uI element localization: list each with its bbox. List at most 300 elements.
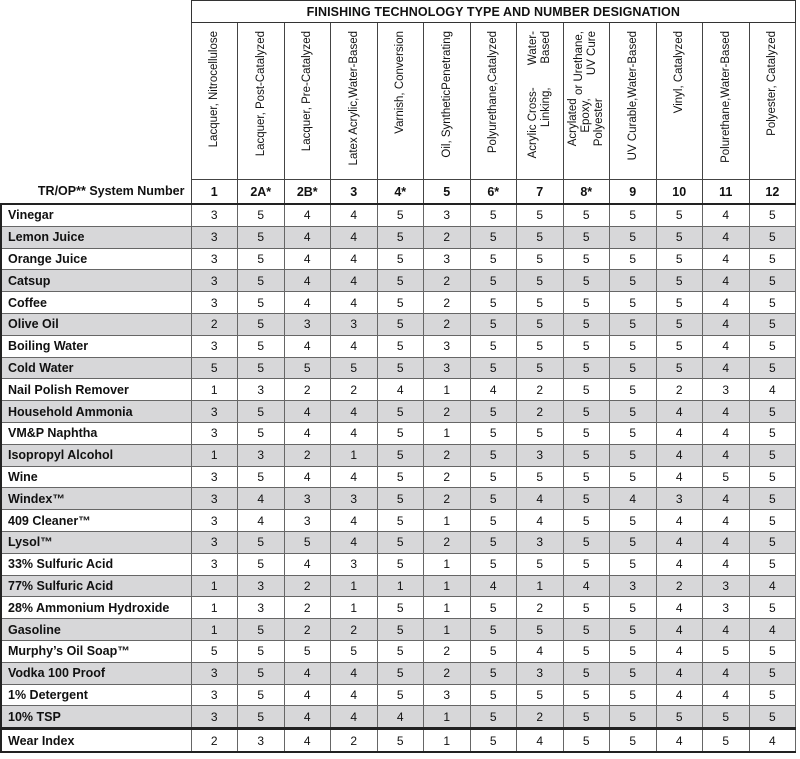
column-header <box>470 23 517 180</box>
rating-cell: 4 <box>470 379 517 401</box>
rating-cell: 5 <box>563 510 610 532</box>
rating-cell: 5 <box>749 662 796 684</box>
column-header-line: Acrylated Epoxy, Polyester <box>566 98 605 147</box>
rating-cell: 4 <box>656 422 703 444</box>
rating-cell: 2 <box>191 729 238 752</box>
table-row <box>1 510 796 532</box>
rating-cell: 3 <box>331 313 378 335</box>
table-row <box>1 488 796 510</box>
column-header <box>377 23 424 180</box>
rating-cell: 4 <box>703 488 750 510</box>
title-spacer <box>1 1 191 23</box>
system-number: 6* <box>470 180 517 205</box>
rating-cell: 1 <box>191 619 238 641</box>
rating-cell: 4 <box>284 662 331 684</box>
rating-cell: 4 <box>703 313 750 335</box>
rating-cell: 2 <box>284 575 331 597</box>
rating-cell: 5 <box>656 313 703 335</box>
rating-cell: 2 <box>656 575 703 597</box>
table-row <box>1 226 796 248</box>
column-header <box>656 23 703 180</box>
column-header-line: Varnish, Conversion <box>393 31 406 134</box>
system-number: 5 <box>424 180 471 205</box>
table-row <box>1 575 796 597</box>
rating-cell: 5 <box>563 292 610 314</box>
table-row <box>1 640 796 662</box>
rating-cell: 5 <box>563 531 610 553</box>
rating-cell: 5 <box>610 335 657 357</box>
table-row <box>1 729 796 752</box>
rating-cell: 5 <box>377 662 424 684</box>
table-row <box>1 379 796 401</box>
column-header-text <box>196 31 232 181</box>
rating-cell: 4 <box>610 488 657 510</box>
rating-cell: 2 <box>424 531 471 553</box>
rating-cell: 5 <box>517 248 564 270</box>
rating-cell: 1 <box>191 597 238 619</box>
rating-cell: 4 <box>656 684 703 706</box>
rating-cell: 4 <box>703 444 750 466</box>
table-row <box>1 248 796 270</box>
rating-cell: 5 <box>470 422 517 444</box>
rating-cell: 5 <box>191 640 238 662</box>
column-header-line: Vinyl, Catalyzed <box>672 31 685 114</box>
rating-cell: 2 <box>284 444 331 466</box>
rating-cell: 5 <box>331 640 378 662</box>
rating-cell: 4 <box>331 335 378 357</box>
rating-cell: 5 <box>610 226 657 248</box>
rating-cell: 4 <box>284 204 331 226</box>
rating-cell: 5 <box>238 684 285 706</box>
rating-cell: 5 <box>563 597 610 619</box>
column-header-text <box>615 31 651 181</box>
rating-cell: 4 <box>331 292 378 314</box>
column-header <box>191 23 238 180</box>
row-label: 77% Sulfuric Acid <box>1 575 191 597</box>
rating-cell: 2 <box>331 619 378 641</box>
column-header-line: Water-Based <box>526 31 552 66</box>
rating-cell: 4 <box>517 510 564 532</box>
table-row <box>1 662 796 684</box>
rating-cell: 4 <box>749 619 796 641</box>
rating-cell: 4 <box>284 422 331 444</box>
rating-cell: 4 <box>703 422 750 444</box>
rating-cell: 5 <box>470 729 517 752</box>
rating-cell: 2 <box>424 662 471 684</box>
rating-cell: 5 <box>703 640 750 662</box>
rating-cell: 3 <box>517 531 564 553</box>
rating-cell: 4 <box>331 466 378 488</box>
rating-cell: 4 <box>703 248 750 270</box>
rating-cell: 5 <box>284 531 331 553</box>
rating-cell: 4 <box>284 401 331 423</box>
rating-cell: 5 <box>656 292 703 314</box>
rating-cell: 5 <box>610 379 657 401</box>
rating-cell: 5 <box>517 292 564 314</box>
row-label: Household Ammonia <box>1 401 191 423</box>
row-label: Wear Index <box>1 729 191 752</box>
system-number: 2A* <box>238 180 285 205</box>
rating-cell: 4 <box>749 379 796 401</box>
rating-cell: 3 <box>517 444 564 466</box>
rating-cell: 5 <box>377 488 424 510</box>
rating-cell: 4 <box>284 292 331 314</box>
column-header-text <box>754 31 790 181</box>
rating-cell: 5 <box>470 553 517 575</box>
rating-cell: 3 <box>331 488 378 510</box>
rating-cell: 4 <box>284 335 331 357</box>
row-label: Gasoline <box>1 619 191 641</box>
rating-cell: 5 <box>470 510 517 532</box>
rating-cell: 2 <box>424 313 471 335</box>
rating-cell: 4 <box>749 575 796 597</box>
rating-cell: 3 <box>191 226 238 248</box>
rating-cell: 5 <box>563 640 610 662</box>
rating-cell: 5 <box>610 204 657 226</box>
rating-cell: 3 <box>191 270 238 292</box>
rating-cell: 4 <box>517 488 564 510</box>
column-header-text <box>661 31 697 181</box>
rating-cell: 5 <box>377 292 424 314</box>
system-number: 2B* <box>284 180 331 205</box>
rating-cell: 5 <box>563 313 610 335</box>
column-header <box>703 23 750 180</box>
rating-cell: 5 <box>377 553 424 575</box>
rating-cell: 4 <box>284 248 331 270</box>
rating-cell: 5 <box>238 248 285 270</box>
row-label: Olive Oil <box>1 313 191 335</box>
rating-cell: 5 <box>377 531 424 553</box>
rating-cell: 3 <box>424 357 471 379</box>
rating-cell: 5 <box>377 401 424 423</box>
rating-cell: 5 <box>470 662 517 684</box>
rating-cell: 4 <box>331 422 378 444</box>
rating-cell: 2 <box>284 379 331 401</box>
rating-cell: 2 <box>517 597 564 619</box>
rating-cell: 4 <box>703 619 750 641</box>
rating-cell: 2 <box>424 640 471 662</box>
rating-cell: 4 <box>703 401 750 423</box>
rating-cell: 5 <box>470 597 517 619</box>
rating-cell: 5 <box>749 401 796 423</box>
row-label: 28% Ammonium Hydroxide <box>1 597 191 619</box>
rating-cell: 4 <box>703 684 750 706</box>
rating-cell: 5 <box>238 466 285 488</box>
rating-cell: 5 <box>517 619 564 641</box>
column-header-text <box>522 31 558 181</box>
rating-cell: 5 <box>610 706 657 729</box>
row-label: Lemon Juice <box>1 226 191 248</box>
rating-cell: 4 <box>656 640 703 662</box>
rating-cell: 4 <box>331 248 378 270</box>
rating-cell: 1 <box>424 422 471 444</box>
rating-cell: 3 <box>191 466 238 488</box>
column-header-text <box>382 31 418 181</box>
row-label: 409 Cleaner™ <box>1 510 191 532</box>
rating-cell: 4 <box>703 204 750 226</box>
rating-cell: 5 <box>749 226 796 248</box>
rating-cell: 4 <box>563 575 610 597</box>
column-header <box>610 23 657 180</box>
column-header-line: Polyester, Catalyzed <box>765 31 778 136</box>
row-label: Vinegar <box>1 204 191 226</box>
rating-cell: 3 <box>238 729 285 752</box>
column-header-line: Catalyzed <box>486 31 499 83</box>
table-row <box>1 531 796 553</box>
rating-cell: 4 <box>656 662 703 684</box>
rating-cell: 5 <box>610 313 657 335</box>
rating-cell: 5 <box>749 488 796 510</box>
rating-cell: 3 <box>191 292 238 314</box>
rating-cell: 5 <box>517 313 564 335</box>
rating-cell: 4 <box>703 292 750 314</box>
table-row <box>1 204 796 226</box>
rating-cell: 3 <box>191 531 238 553</box>
rating-cell: 5 <box>238 619 285 641</box>
rating-cell: 5 <box>238 226 285 248</box>
rating-cell: 5 <box>470 248 517 270</box>
column-header <box>331 23 378 180</box>
rating-cell: 5 <box>563 357 610 379</box>
rating-cell: 5 <box>703 466 750 488</box>
column-header-text <box>429 31 465 181</box>
rating-cell: 1 <box>424 553 471 575</box>
rating-cell: 4 <box>377 379 424 401</box>
rating-cell: 5 <box>563 444 610 466</box>
rating-cell: 4 <box>656 729 703 752</box>
rating-cell: 4 <box>517 729 564 752</box>
table-row <box>1 270 796 292</box>
rating-cell: 4 <box>238 488 285 510</box>
rating-cell: 2 <box>517 706 564 729</box>
rating-cell: 4 <box>703 357 750 379</box>
column-header-line: Latex Acrylic, <box>347 97 360 166</box>
row-label: VM&P Naphtha <box>1 422 191 444</box>
rating-cell: 5 <box>517 270 564 292</box>
rating-cell: 1 <box>424 619 471 641</box>
rating-cell: 5 <box>470 335 517 357</box>
rating-cell: 5 <box>470 313 517 335</box>
rating-cell: 3 <box>191 248 238 270</box>
column-header-text <box>289 31 325 181</box>
rating-cell: 3 <box>191 488 238 510</box>
column-header-text <box>475 31 511 181</box>
rating-cell: 5 <box>517 422 564 444</box>
rating-cell: 5 <box>610 357 657 379</box>
rating-cell: 5 <box>377 466 424 488</box>
rating-cell: 5 <box>563 729 610 752</box>
rating-cell: 4 <box>331 401 378 423</box>
rating-cell: 5 <box>191 357 238 379</box>
rating-cell: 4 <box>377 706 424 729</box>
rating-cell: 5 <box>517 204 564 226</box>
rating-cell: 3 <box>703 379 750 401</box>
rating-cell: 5 <box>749 531 796 553</box>
row-label: Isopropyl Alcohol <box>1 444 191 466</box>
rating-cell: 4 <box>656 444 703 466</box>
rating-cell: 5 <box>749 422 796 444</box>
rating-cell: 4 <box>331 531 378 553</box>
column-header-text <box>243 31 279 181</box>
row-label: Coffee <box>1 292 191 314</box>
rating-cell: 2 <box>424 226 471 248</box>
rating-cell: 5 <box>238 662 285 684</box>
row-label: 10% TSP <box>1 706 191 729</box>
column-header-text <box>336 31 372 181</box>
rating-cell: 5 <box>749 313 796 335</box>
rating-cell: 5 <box>470 640 517 662</box>
rating-cell: 5 <box>656 204 703 226</box>
rating-cell: 5 <box>377 335 424 357</box>
rating-cell: 3 <box>191 401 238 423</box>
rating-cell: 5 <box>563 684 610 706</box>
rating-cell: 5 <box>610 422 657 444</box>
rating-cell: 4 <box>656 401 703 423</box>
rating-cell: 5 <box>610 444 657 466</box>
rating-cell: 5 <box>470 619 517 641</box>
rating-cell: 4 <box>284 729 331 752</box>
rating-cell: 5 <box>238 422 285 444</box>
rating-cell: 4 <box>749 729 796 752</box>
rating-cell: 4 <box>703 270 750 292</box>
rating-cell: 1 <box>424 729 471 752</box>
system-number: 3 <box>331 180 378 205</box>
rating-cell: 5 <box>470 684 517 706</box>
rating-cell: 5 <box>284 357 331 379</box>
rating-cell: 1 <box>331 597 378 619</box>
row-label: Catsup <box>1 270 191 292</box>
column-header <box>749 23 796 180</box>
rating-cell: 5 <box>749 706 796 729</box>
rating-cell: 3 <box>238 575 285 597</box>
column-header <box>517 23 564 180</box>
rating-cell: 2 <box>284 619 331 641</box>
rating-cell: 5 <box>238 553 285 575</box>
rating-cell: 5 <box>470 204 517 226</box>
column-header-line: Acrylic Cross-Linking, <box>526 87 552 159</box>
rating-cell: 5 <box>563 379 610 401</box>
rating-cell: 1 <box>331 575 378 597</box>
rating-cell: 3 <box>238 379 285 401</box>
rating-cell: 3 <box>191 204 238 226</box>
rating-cell: 3 <box>238 444 285 466</box>
rating-cell: 4 <box>331 270 378 292</box>
row-label: Orange Juice <box>1 248 191 270</box>
rating-cell: 4 <box>656 466 703 488</box>
rating-cell: 4 <box>284 553 331 575</box>
rating-cell: 3 <box>610 575 657 597</box>
rating-cell: 5 <box>749 444 796 466</box>
rating-cell: 4 <box>331 226 378 248</box>
rating-cell: 5 <box>610 597 657 619</box>
rating-cell: 2 <box>424 444 471 466</box>
rating-cell: 5 <box>656 706 703 729</box>
rating-cell: 3 <box>238 597 285 619</box>
rating-cell: 4 <box>284 684 331 706</box>
rating-cell: 5 <box>749 270 796 292</box>
column-header-line: Lacquer, Post-Catalyzed <box>254 31 267 157</box>
table-row <box>1 335 796 357</box>
table-row <box>1 422 796 444</box>
rating-cell: 5 <box>377 357 424 379</box>
rating-cell: 5 <box>610 684 657 706</box>
rating-cell: 5 <box>470 270 517 292</box>
rating-cell: 3 <box>424 684 471 706</box>
rating-cell: 5 <box>377 248 424 270</box>
rating-cell: 3 <box>424 335 471 357</box>
header-spacer <box>1 23 191 180</box>
rating-cell: 5 <box>656 226 703 248</box>
row-label: Nail Polish Remover <box>1 379 191 401</box>
rating-cell: 4 <box>284 466 331 488</box>
rating-cell: 5 <box>377 270 424 292</box>
rating-cell: 4 <box>284 270 331 292</box>
rating-cell: 3 <box>656 488 703 510</box>
column-header-line: Water-Based <box>626 31 639 98</box>
rating-cell: 5 <box>610 553 657 575</box>
rating-cell: 5 <box>470 444 517 466</box>
table-row <box>1 357 796 379</box>
rating-cell: 4 <box>331 684 378 706</box>
rating-cell: 3 <box>284 510 331 532</box>
rating-cell: 1 <box>191 444 238 466</box>
rating-cell: 5 <box>238 357 285 379</box>
rating-cell: 5 <box>563 553 610 575</box>
table-row <box>1 292 796 314</box>
rating-cell: 3 <box>284 313 331 335</box>
column-header <box>563 23 610 180</box>
column-header-line: Polurethane, <box>719 97 732 163</box>
rating-cell: 3 <box>284 488 331 510</box>
rating-cell: 5 <box>470 531 517 553</box>
rating-cell: 5 <box>749 640 796 662</box>
rating-cell: 3 <box>191 510 238 532</box>
rating-cell: 5 <box>238 313 285 335</box>
rating-cell: 5 <box>517 553 564 575</box>
rating-cell: 5 <box>656 335 703 357</box>
table-row <box>1 619 796 641</box>
system-number: 12 <box>749 180 796 205</box>
rating-cell: 5 <box>610 510 657 532</box>
rating-cell: 4 <box>656 553 703 575</box>
table-row <box>1 313 796 335</box>
column-header-line: Penetrating <box>440 31 453 90</box>
system-number: 4* <box>377 180 424 205</box>
rating-cell: 2 <box>424 270 471 292</box>
rating-cell: 2 <box>517 401 564 423</box>
rating-cell: 5 <box>610 531 657 553</box>
column-header-line: Polyurethane, <box>486 82 499 154</box>
row-label: Boiling Water <box>1 335 191 357</box>
rating-cell: 4 <box>703 510 750 532</box>
rating-cell: 5 <box>749 292 796 314</box>
rating-cell: 5 <box>656 270 703 292</box>
rating-cell: 5 <box>377 444 424 466</box>
rating-cell: 5 <box>470 706 517 729</box>
rating-cell: 5 <box>377 422 424 444</box>
system-number: 1 <box>191 180 238 205</box>
rating-cell: 3 <box>191 335 238 357</box>
rating-cell: 3 <box>517 662 564 684</box>
rating-cell: 4 <box>284 226 331 248</box>
rating-cell: 5 <box>703 729 750 752</box>
rating-cell: 4 <box>238 510 285 532</box>
column-header-line: UV Curable, <box>626 97 639 161</box>
rating-cell: 2 <box>284 597 331 619</box>
rating-cell: 2 <box>656 379 703 401</box>
rating-cell: 5 <box>377 226 424 248</box>
rating-cell: 5 <box>238 270 285 292</box>
